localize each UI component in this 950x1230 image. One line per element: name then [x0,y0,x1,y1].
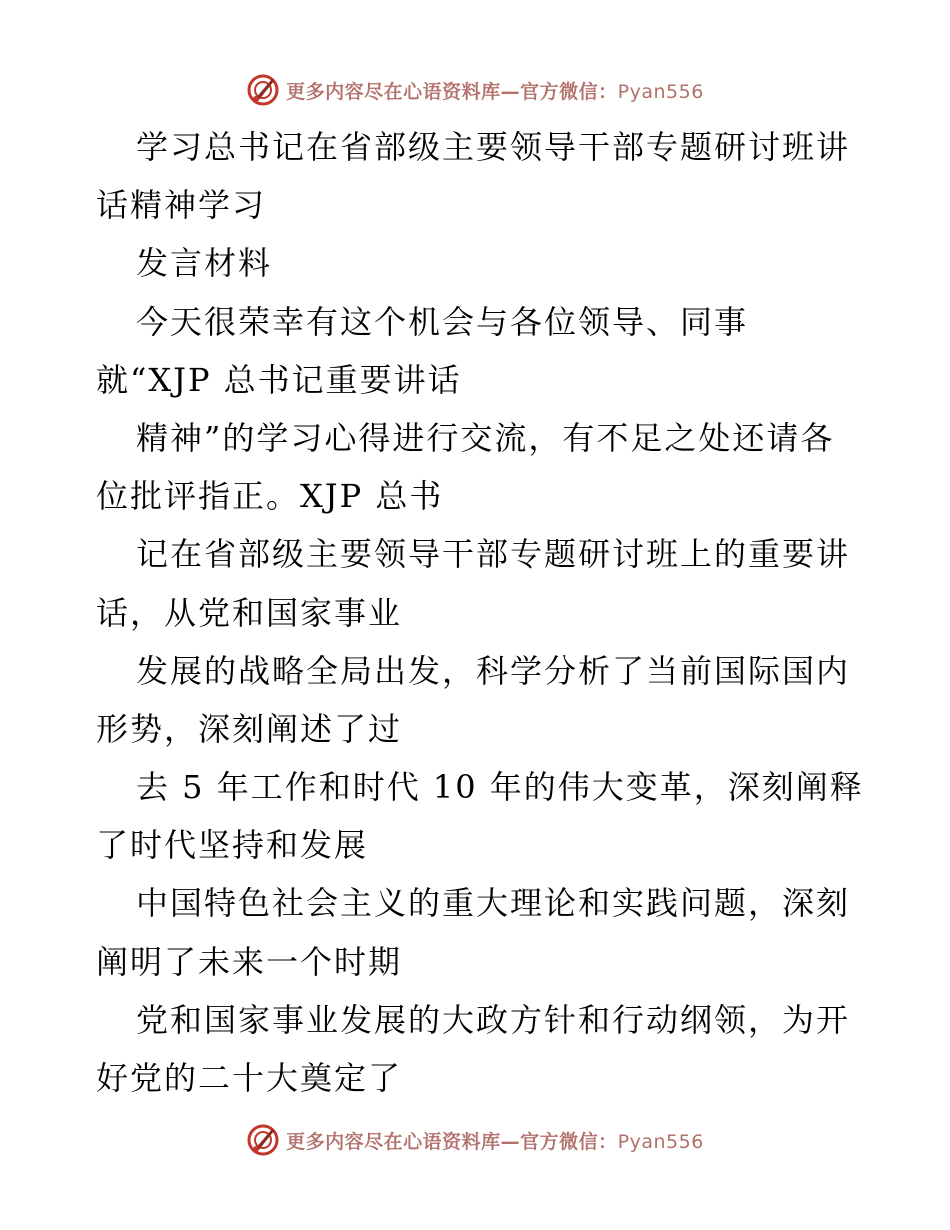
body-line-6: 精神”的学习心得进行交流，有不足之处还请各 [136,418,835,457]
body-line-2: 话精神学习 [96,186,267,225]
footer-banner-label: 更多内容尽在心语资料库—官方微信： [286,1130,618,1153]
body-line-14: 中国特色社会主义的重大理论和实践问题，深刻 [136,884,851,923]
body-line-8: 记在省部级主要领导干部专题研讨班上的重要讲 [136,535,851,574]
body-line-3: 发言材料 [136,244,273,283]
brush-logo-icon [246,73,280,107]
header-banner [0,70,950,110]
header-banner-text [286,77,704,104]
body-line-17: 好党的二十大奠定了 [96,1059,403,1097]
body-line-15: 阐明了未来一个时期 [96,942,403,981]
footer-banner [0,1120,950,1160]
header-banner-wechat-id: Pyan556 [617,80,704,103]
footer-banner-wechat-id: Pyan556 [617,1130,704,1153]
brush-logo-icon [246,1123,280,1157]
body-line-9: 话，从党和国家事业 [96,593,403,632]
footer-banner-text [286,1127,704,1154]
body-line-4: 今天很荣幸有这个机会与各位领导、同事 [136,302,749,341]
header-banner-label: 更多内容尽在心语资料库—官方微信： [286,80,618,103]
body-line-16: 党和国家事业发展的大政方针和行动纲领，为开 [136,1000,851,1039]
body-line-7: 位批评指正。XJP 总书 [96,477,444,516]
body-line-5: 就“XJP 总书记重要讲话 [96,360,462,399]
body-line-11: 形势，深刻阐述了过 [96,709,403,748]
body-line-10: 发展的战略全局出发，科学分析了当前国际国内 [136,651,851,690]
body-line-13: 了时代坚持和发展 [96,826,369,865]
body-line-1: 学习总书记在省部级主要领导干部专题研讨班讲 [136,128,851,166]
document-body [96,118,864,1107]
body-line-12: 去 5 年工作和时代 10 年的伟大变革，深刻阐释 [136,768,864,807]
